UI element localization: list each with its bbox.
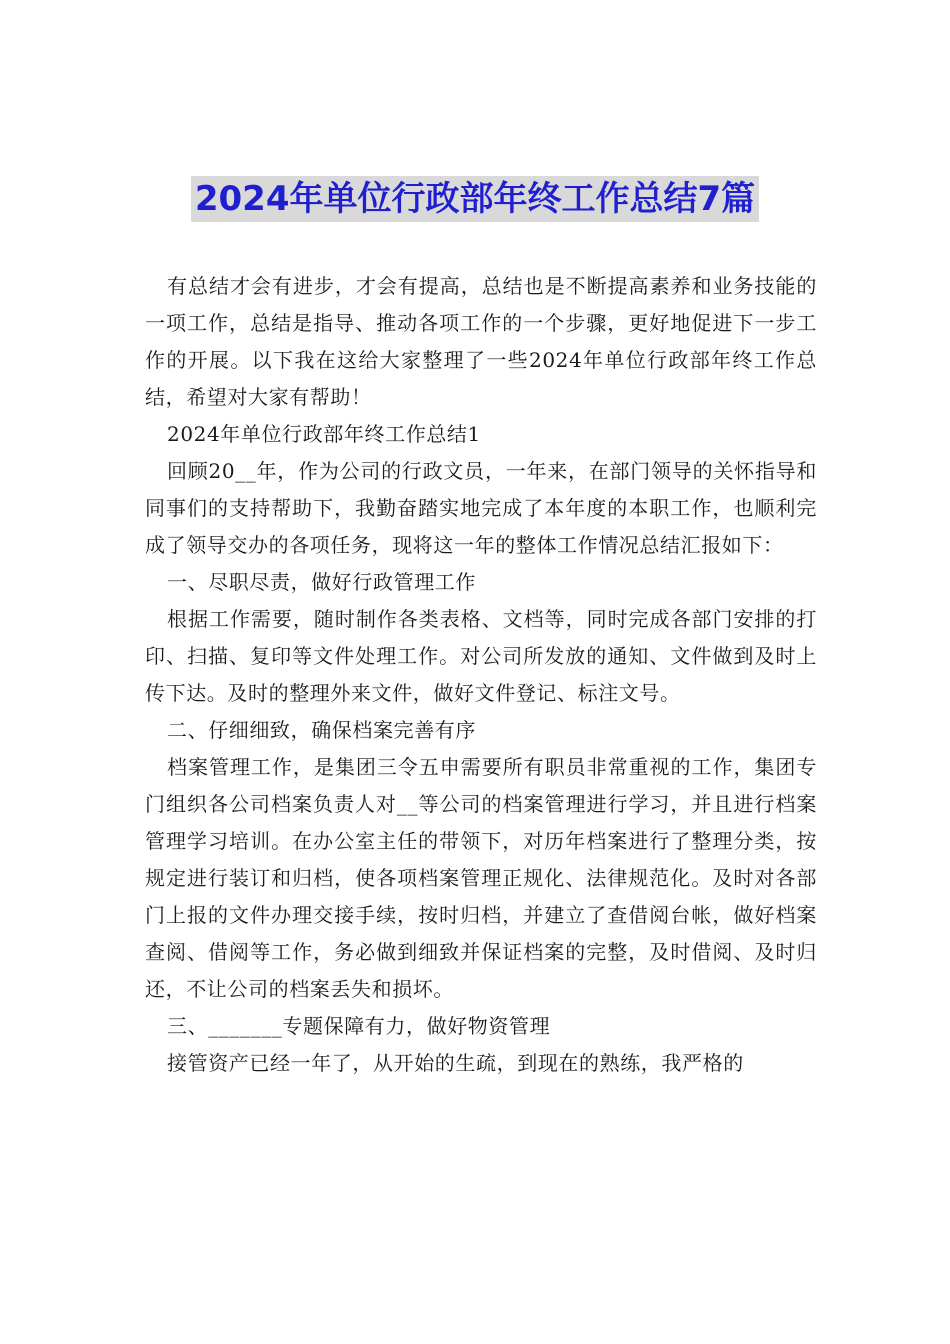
document-title: 2024年单位行政部年终工作总结7篇 xyxy=(191,176,759,222)
document-body xyxy=(145,268,817,1082)
body-paragraph: 回顾20__年，作为公司的行政文员，一年来，在部门领导的关怀指导和同事们的支持帮助下，我勤奋踏实地完成了本年度的本职工作，也顺利完成了领导交办的各项任务，现将这一年的整体工作情况总结汇报如下： xyxy=(145,459,817,557)
section-heading-3: 三、_______专题保障有力，做好物资管理 xyxy=(167,1014,551,1038)
intro-paragraph: 有总结才会有进步，才会有提高，总结也是不断提高素养和业务技能的一项工作，总结是指导、推动各项工作的一个步骤，更好地促进下一步工作的开展。以下我在这给大家整理了一些2024年单位行政部年终工作总结，希望对大家有帮助！ xyxy=(145,274,817,409)
section-heading-summary-1: 2024年单位行政部年终工作总结1 xyxy=(167,422,481,446)
body-paragraph: 档案管理工作，是集团三令五申需要所有职员非常重视的工作，集团专门组织各公司档案负责人对__等公司的档案管理进行学习，并且进行档案管理学习培训。在办公室主任的带领下，对历年档案进行了整理分类，按规定进行装订和归档，使各项档案管理正规化、法律规范化。及时对各部门上报的文件办理交接手续，按时归档，并建立了查借阅台帐，做好档案查阅、借阅等工作，务必做到细致并保证档案的完整，及时借阅、及时归还，不让公司的档案丢失和损坏。 xyxy=(145,755,817,1001)
title-container xyxy=(0,176,950,222)
body-paragraph: 根据工作需要，随时制作各类表格、文档等，同时完成各部门安排的打印、扫描、复印等文件处理工作。对公司所发放的通知、文件做到及时上传下达。及时的整理外来文件，做好文件登记、标注文号。 xyxy=(145,607,817,705)
body-paragraph: 接管资产已经一年了，从开始的生疏，到现在的熟练，我严格的 xyxy=(167,1051,744,1075)
section-heading-1: 一、尽职尽责，做好行政管理工作 xyxy=(167,570,476,594)
section-heading-2: 二、仔细细致，确保档案完善有序 xyxy=(167,718,476,742)
